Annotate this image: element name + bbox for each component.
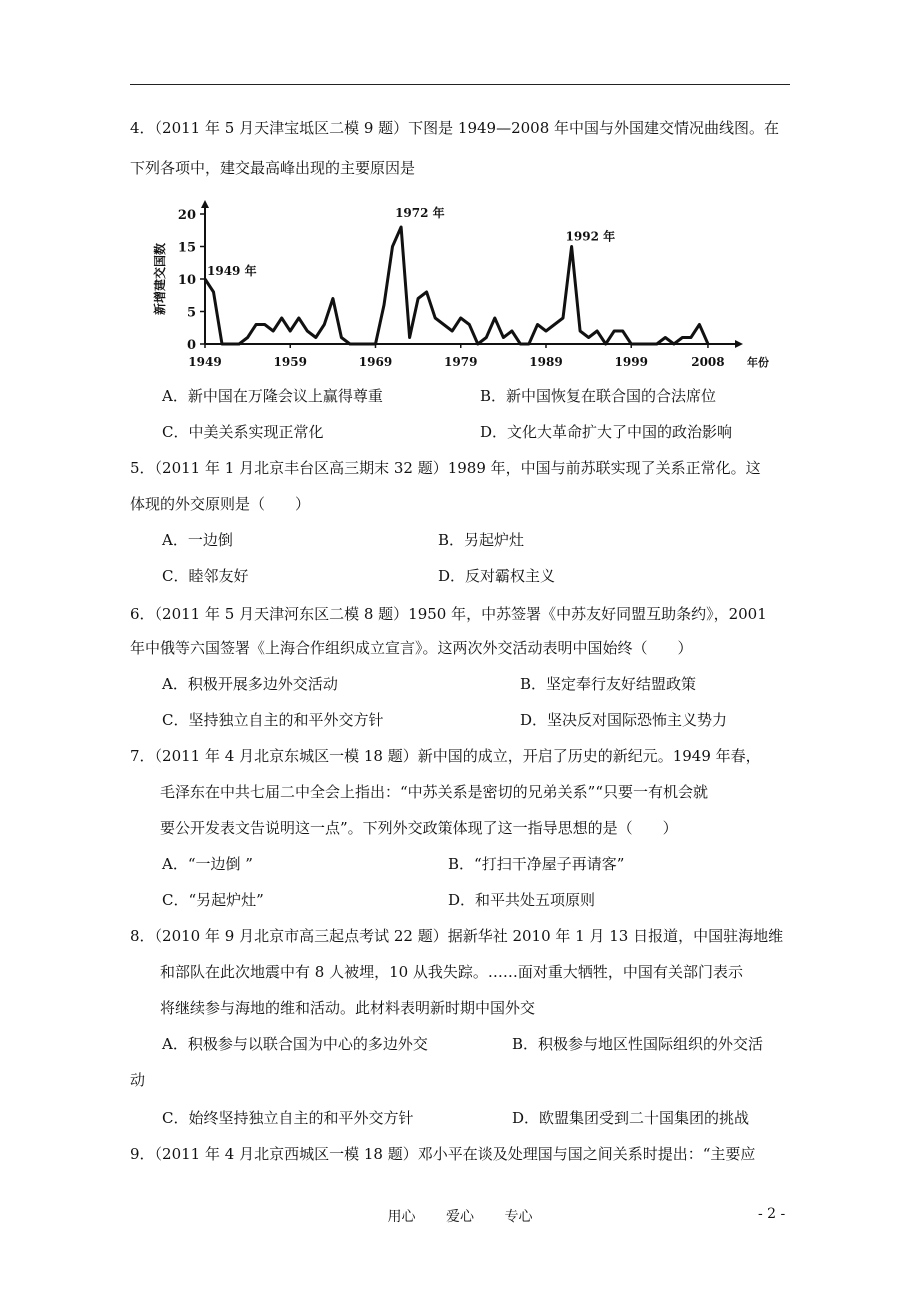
q7-option-a[interactable]: A．“一边倒 ” [162, 855, 253, 873]
x-tick-label: 1959 [273, 355, 307, 369]
q8-option-c[interactable]: C．始终坚持独立自主的和平外交方针 [162, 1109, 414, 1127]
q8-option-a[interactable]: A．积极参与以联合国为中心的多边外交 [162, 1035, 428, 1053]
q5-stem-line-2: 体现的外交原则是（ ） [130, 495, 311, 513]
q9-stem-line-1: 9．（2011 年 4 月北京西城区一模 18 题）邓小平在谈及处理国与国之间关系时提出：“主要应 [130, 1145, 756, 1163]
y-tick-label: 20 [177, 208, 196, 223]
x-axis-arrow [735, 340, 743, 348]
x-tick-label: 1999 [614, 355, 648, 369]
q4-option-a[interactable]: A．新中国在万隆会议上赢得尊重 [162, 387, 383, 405]
y-axis-arrow [201, 200, 209, 208]
q7-option-c[interactable]: C．“另起炉灶” [162, 891, 264, 909]
q6-option-b[interactable]: B．坚定奉行友好结盟政策 [520, 675, 697, 693]
q7-stem-line-3: 要公开发表文告说明这一点”。下列外交政策体现了这一指导思想的是（ ） [160, 819, 678, 837]
q6-stem-line-1: 6．（2011 年 5 月天津河东区二模 8 题）1950 年，中苏签署《中苏友好同盟互助条约》，2001 [130, 605, 767, 623]
q8-option-d[interactable]: D．欧盟集团受到二十国集团的挑战 [512, 1109, 750, 1127]
x-tick-label: 2008 [691, 355, 725, 369]
footer-item: 用心 [387, 1209, 416, 1225]
q5-option-d[interactable]: D．反对霸权主义 [438, 567, 556, 585]
q8-stem-line-1: 8．（2010 年 9 月北京市高三起点考试 22 题）据新华社 2010 年 1 月 13 日报道，中国驻海地维 [130, 927, 784, 945]
q4-option-d[interactable]: D．文化大革命扩大了中国的政治影响 [480, 423, 733, 441]
q6-option-a[interactable]: A．积极开展多边外交活动 [162, 675, 338, 693]
y-tick-label: 5 [186, 305, 196, 321]
diplomacy-line-chart [150, 196, 769, 376]
x-tick-label: 1949 [188, 355, 222, 369]
q4-option-b[interactable]: B．新中国恢复在联合国的合法席位 [480, 387, 717, 405]
y-tick-label: 10 [177, 273, 196, 288]
series-line [205, 227, 708, 344]
q7-option-b[interactable]: B．“打扫干净屋子再请客” [448, 855, 625, 873]
q7-stem-line-1: 7．（2011 年 4 月北京东城区一模 18 题）新中国的成立，开启了历史的新纪元。1949 年春， [130, 747, 761, 765]
x-tick-label: 1979 [444, 355, 478, 369]
q8-option-b-wrap: 动 [130, 1071, 146, 1089]
q8-stem-line-3: 将继续参与海地的维和活动。此材料表明新时期中国外交 [160, 999, 536, 1017]
annotation-label: 1972 年 [395, 206, 445, 220]
q6-option-c[interactable]: C．坚持独立自主的和平外交方针 [162, 711, 384, 729]
y-tick-label: 0 [186, 338, 196, 353]
q8-option-b[interactable]: B．积极参与地区性国际组织的外交活 [512, 1035, 764, 1053]
q5-option-b[interactable]: B．另起炉灶 [438, 531, 525, 549]
x-axis-label: 年份 [747, 356, 769, 369]
annotation-label: 1992 年 [565, 229, 616, 244]
q5-option-a[interactable]: A．一边倒 [162, 531, 233, 549]
x-tick-label: 1989 [529, 355, 563, 369]
q7-option-d[interactable]: D．和平共处五项原则 [448, 891, 596, 909]
q5-stem-line-1: 5．（2011 年 1 月北京丰台区高三期末 32 题）1989 年，中国与前苏联实现了关系正常化。这 [130, 459, 761, 477]
q6-stem-line-2: 年中俄等六国签署《上海合作组织成立宣言》。这两次外交活动表明中国始终（ ） [130, 639, 693, 657]
q8-stem-line-2: 和部队在此次地震中有 8 人被埋，10 从我失踪。……面对重大牺牲，中国有关部门表示 [160, 963, 743, 981]
y-tick-label: 15 [177, 240, 196, 256]
annotation-label: 1949 年 [207, 264, 257, 278]
footer-item: 爱心 [446, 1209, 474, 1225]
q5-option-c[interactable]: C．睦邻友好 [162, 567, 249, 585]
q4-stem-line-1: 4．（2011 年 5 月天津宝坻区二模 9 题）下图是 1949—2008 年中国与外国建交情况曲线图。在 [130, 119, 780, 137]
x-tick-label: 1969 [358, 355, 393, 369]
q6-option-d[interactable]: D．坚决反对国际恐怖主义势力 [520, 711, 728, 729]
chart-svg [150, 196, 769, 376]
footer-item: 专心 [504, 1209, 533, 1225]
y-axis-label: 新增建交国数 [153, 242, 167, 316]
q7-stem-line-2: 毛泽东在中共七届二中全会上指出：“中苏关系是密切的兄弟关系”“只要一有机会就 [160, 783, 709, 801]
header-rule [130, 84, 790, 85]
q4-option-c[interactable]: C．中美关系实现正常化 [162, 423, 324, 441]
q4-stem-line-2: 下列各项中，建交最高峰出现的主要原因是 [130, 159, 416, 177]
page-number: - 2 - [758, 1206, 786, 1222]
